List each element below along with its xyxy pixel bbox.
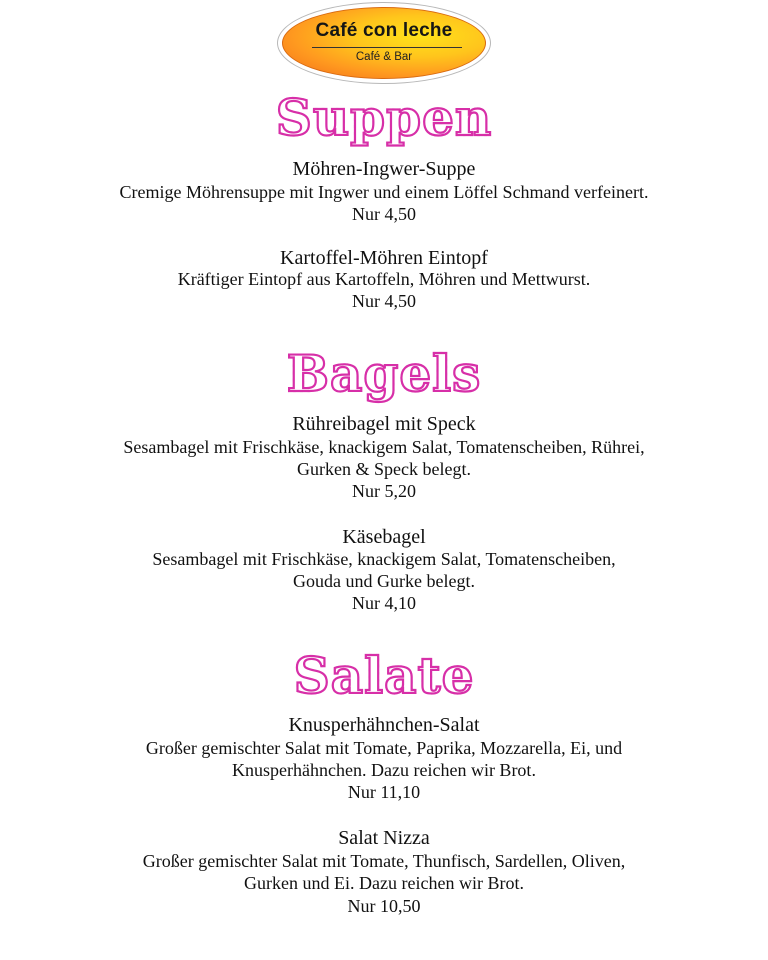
menu-item-price: Nur 5,20 [352, 481, 416, 501]
logo-divider [312, 47, 462, 48]
cafe-logo [277, 2, 491, 84]
menu-item-price: Nur 10,50 [347, 896, 421, 916]
menu-item-price: Nur 11,10 [347, 782, 421, 802]
menu-item-description: Sesambagel mit Frischkäse, knackigem Salat, Tomatenscheiben, [152, 549, 616, 569]
logo-badge [282, 7, 486, 79]
section-heading-bagels: Bagels [0, 346, 768, 402]
menu-item-title: Knusperhähnchen-Salat [288, 714, 480, 736]
menu-item-description: Großer gemischter Salat mit Tomate, Thunfisch, Sardellen, Oliven, [142, 851, 626, 871]
menu-item-price: Nur 4,10 [352, 593, 416, 613]
menu-item-description: Großer gemischter Salat mit Tomate, Paprika, Mozzarella, Ei, und [145, 738, 623, 758]
menu-item-title: Käsebagel [342, 526, 426, 548]
menu-item-description: Kräftiger Eintopf aus Kartoffeln, Möhren und Mettwurst. [177, 269, 591, 289]
logo-subtitle: Café & Bar [355, 51, 413, 63]
menu-item-description: Sesambagel mit Frischkäse, knackigem Salat, Tomatenscheiben, Rührei, [123, 437, 645, 457]
menu-item-price: Nur 4,50 [352, 204, 416, 224]
menu-item-price: Nur 4,50 [352, 291, 416, 311]
menu-item-description: Cremige Möhrensuppe mit Ingwer und einem Löffel Schmand verfeinert. [119, 182, 649, 202]
menu-item-description: Knusperhähnchen. Dazu reichen wir Brot. [232, 760, 536, 780]
logo-title: Café con leche [315, 20, 453, 41]
menu-item-title: Kartoffel-Möhren Eintopf [280, 247, 488, 269]
menu-item-title: Möhren-Ingwer-Suppe [292, 158, 476, 180]
section-heading-suppen: Suppen [0, 90, 768, 146]
section-heading-salate: Salate [0, 648, 768, 704]
menu-item-description: Gurken und Ei. Dazu reichen wir Brot. [244, 873, 524, 893]
menu-item-title: Rühreibagel mit Speck [292, 413, 476, 435]
menu-item-description: Gurken & Speck belegt. [297, 459, 471, 479]
menu-item-title: Salat Nizza [338, 827, 430, 849]
menu-item-description: Gouda und Gurke belegt. [293, 571, 475, 591]
